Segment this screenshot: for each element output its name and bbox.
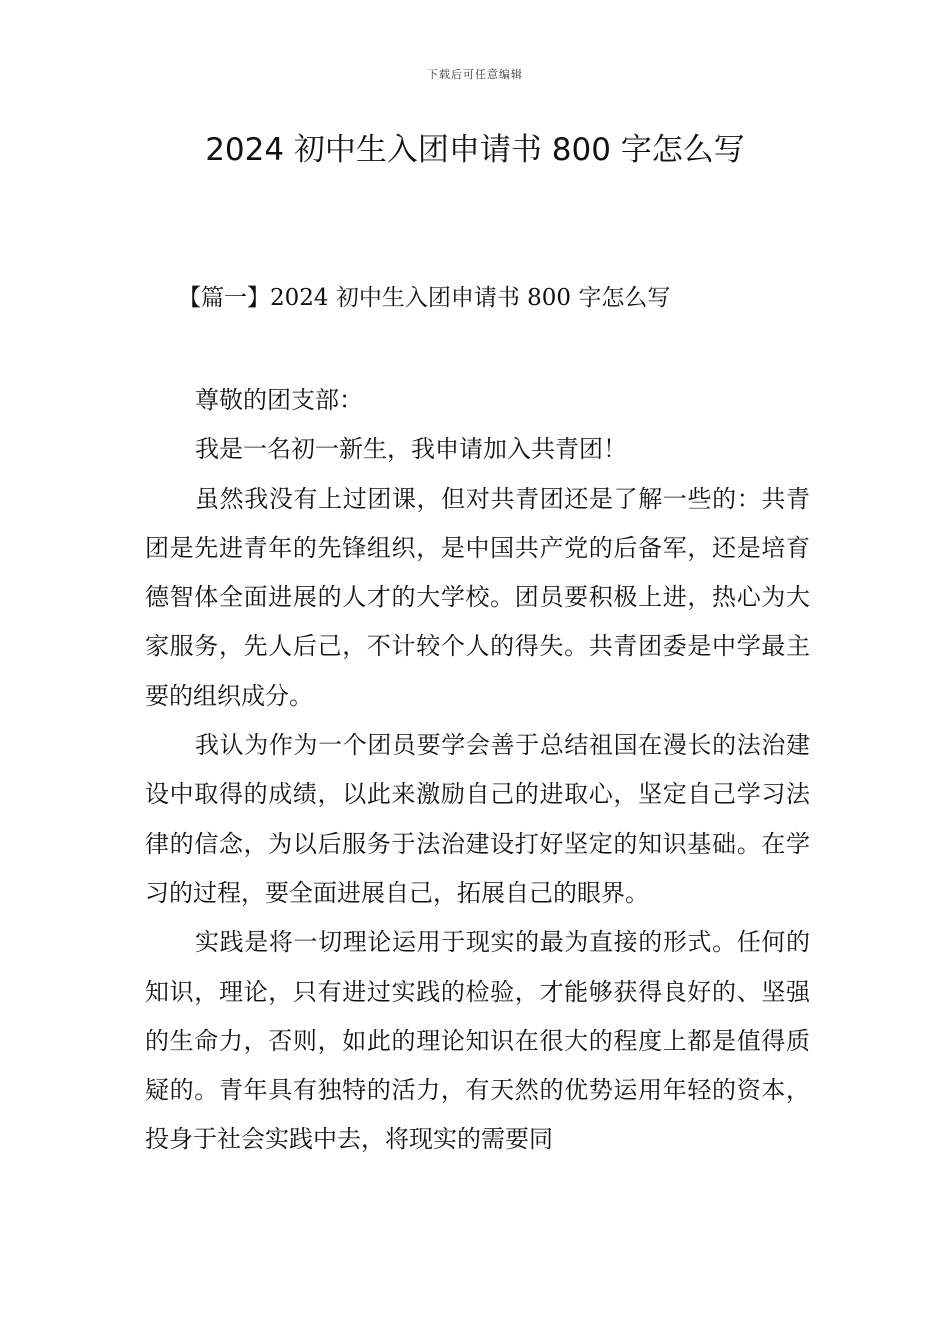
salutation: 尊敬的团支部：: [195, 386, 363, 414]
paragraph: 虽然我没有上过团课，但对共青团还是了解一些的：共青团是先进青年的先锋组织，是中国共产党的后备军，还是培育德智体全面进展的人才的大学校。团员要积极上进，热心为大家服务，先人后己，不计较个人的得失。共青团委是中学最主要的组织成分。: [145, 484, 810, 710]
document-title: 2024 初中生入团申请书 800 字怎么写: [205, 132, 745, 168]
section-heading: 【篇一】2024 初中生入团申请书 800 字怎么写: [178, 285, 671, 311]
paragraph: 实践是将一切理论运用于现实的最为直接的形式。任何的知识，理论，只有进过实践的检验，才能够获得良好的、坚强的生命力，否则，如此的理论知识在很大的程度上都是值得质疑的。青年具有独特的活力，有天然的优势运用年轻的资本，投身于社会实践中去，将现实的需要同: [145, 928, 810, 1154]
paragraph: 我是一名初一新生，我申请加入共青团！: [195, 435, 627, 464]
paragraph: 我认为作为一个团员要学会善于总结祖国在漫长的法治建设中取得的成绩，以此来激励自己的进取心，坚定自己学习法律的信念，为以后服务于法治建设打好坚定的知识基础。在学习的过程，要全面进展自己，拓展自己的眼界。: [145, 731, 810, 907]
document-body: [145, 376, 810, 1165]
header-note: 下载后可任意编辑: [427, 68, 523, 81]
